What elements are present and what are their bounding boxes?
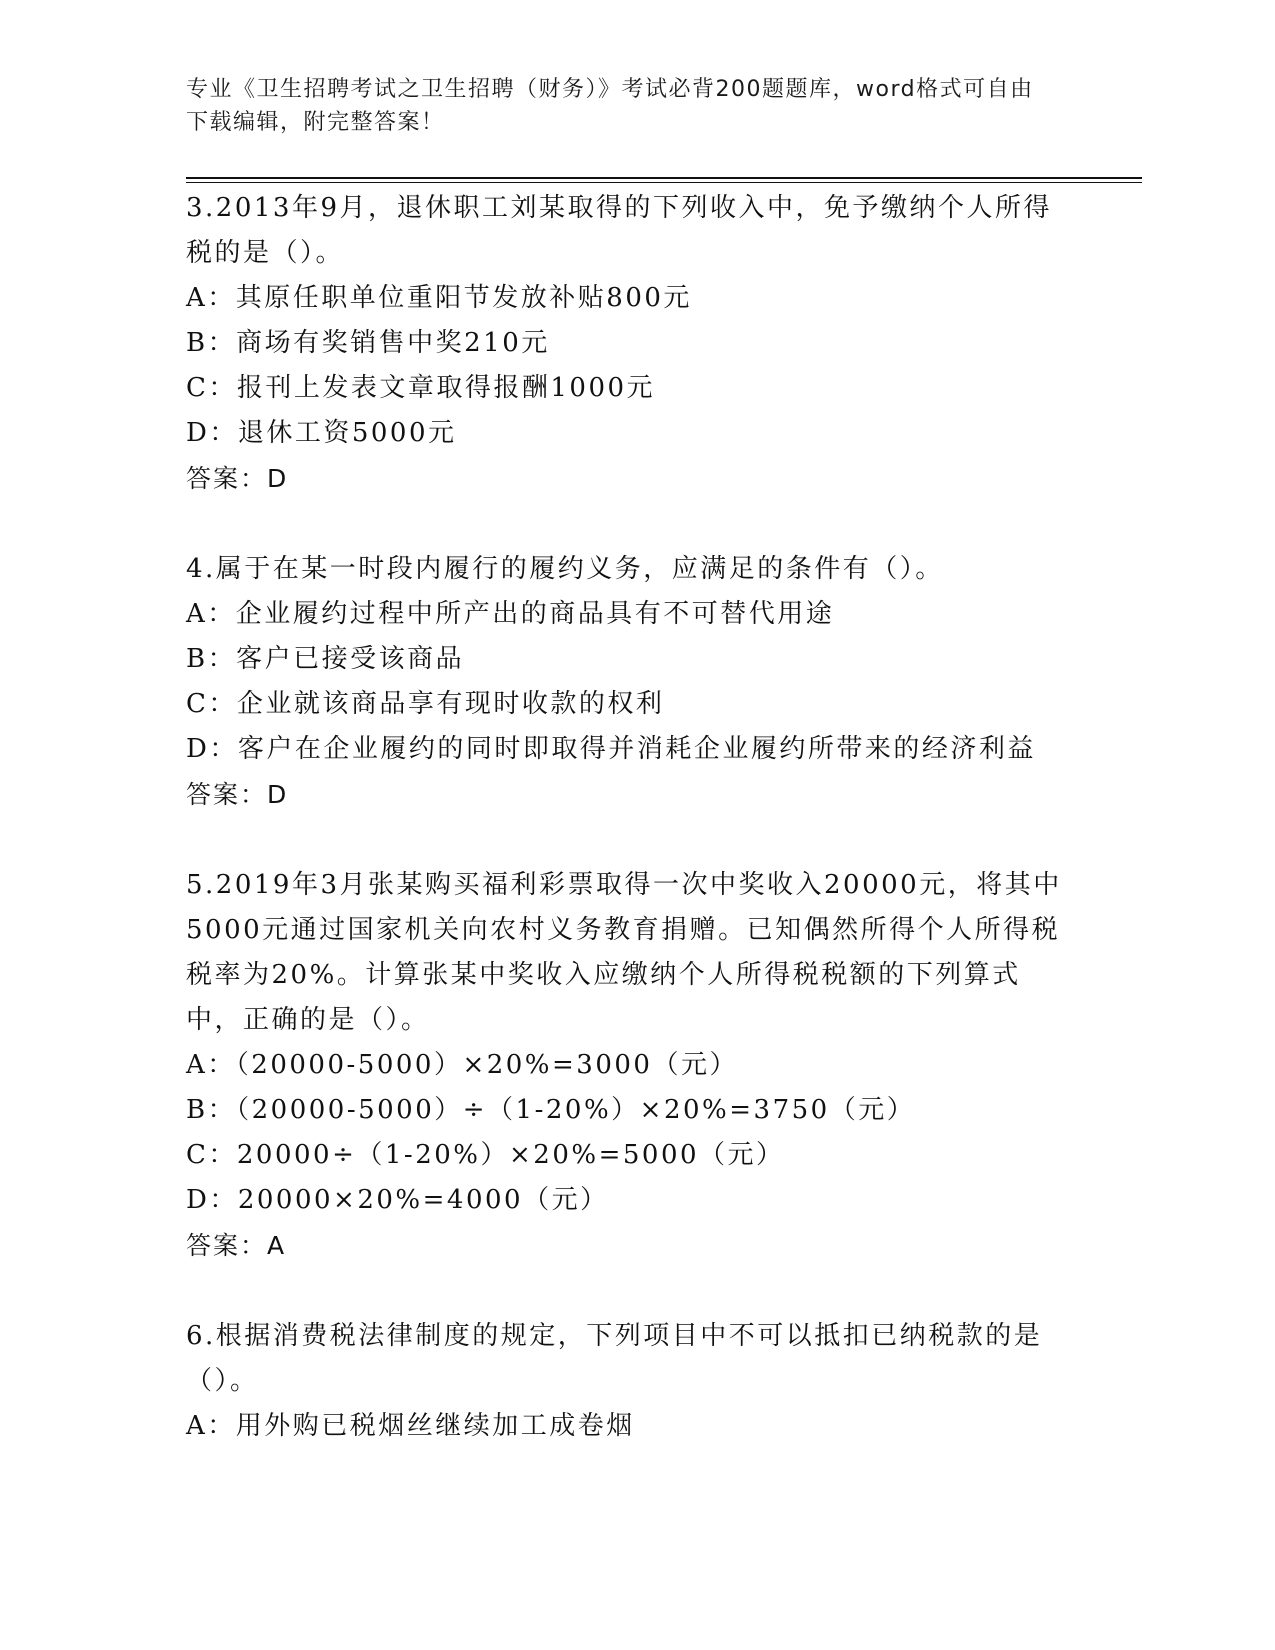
option-d: D：20000×20%=4000（元） — [186, 1185, 609, 1215]
option-d: D：退休工资5000元 — [186, 418, 457, 448]
question-6 — [186, 1314, 1076, 1449]
question-4 — [186, 547, 1076, 817]
answer-label: 答案：D — [186, 464, 289, 493]
option-b: B：（20000-5000）÷（1-20%）×20%=3750（元） — [186, 1095, 916, 1125]
question-stem: 3.2013年9月，退休职工刘某取得的下列收入中，免予缴纳个人所得税的是（）。 — [186, 193, 1053, 268]
option-c: C：报刊上发表文章取得报酬1000元 — [186, 373, 656, 403]
question-stem: 6.根据消费税法律制度的规定，下列项目中不可以抵扣已纳税款的是（）。 — [186, 1321, 1043, 1396]
header-divider-thick — [186, 177, 1142, 179]
option-a: A：其原任职单位重阳节发放补贴800元 — [186, 283, 692, 313]
option-d: D：客户在企业履约的同时即取得并消耗企业履约所带来的经济利益 — [186, 734, 1036, 764]
option-c: C：企业就该商品享有现时收款的权利 — [186, 689, 665, 719]
option-b: B：商场有奖销售中奖210元 — [186, 328, 550, 358]
option-a: A：（20000-5000）×20%=3000（元） — [186, 1050, 738, 1080]
option-b: B：客户已接受该商品 — [186, 644, 465, 674]
option-c: C：20000÷（1-20%）×20%=5000（元） — [186, 1140, 785, 1170]
header-divider-thin — [186, 182, 1142, 183]
question-stem: 5.2019年3月张某购买福利彩票取得一次中奖收入20000元，将其中5000元通过国家机关向农村义务教育捐赠。已知偶然所得个人所得税税率为20%。计算张某中奖收入应缴纳个人所得税税额的下列算式中，正确的是（）。 — [186, 870, 1062, 1035]
option-a: A：企业履约过程中所产出的商品具有不可替代用途 — [186, 599, 835, 629]
question-3 — [186, 186, 1076, 501]
answer-label: 答案：D — [186, 780, 289, 809]
answer-label: 答案：A — [186, 1231, 287, 1260]
question-list — [186, 186, 1076, 1449]
question-stem: 4.属于在某一时段内履行的履约义务，应满足的条件有（）。 — [186, 554, 944, 584]
option-a: A：用外购已税烟丝继续加工成卷烟 — [186, 1411, 635, 1441]
question-5 — [186, 863, 1076, 1268]
document-header: 专业《卫生招聘考试之卫生招聘（财务）》考试必背200题题库，word格式可自由下载编辑，附完整答案！ — [186, 77, 1034, 135]
